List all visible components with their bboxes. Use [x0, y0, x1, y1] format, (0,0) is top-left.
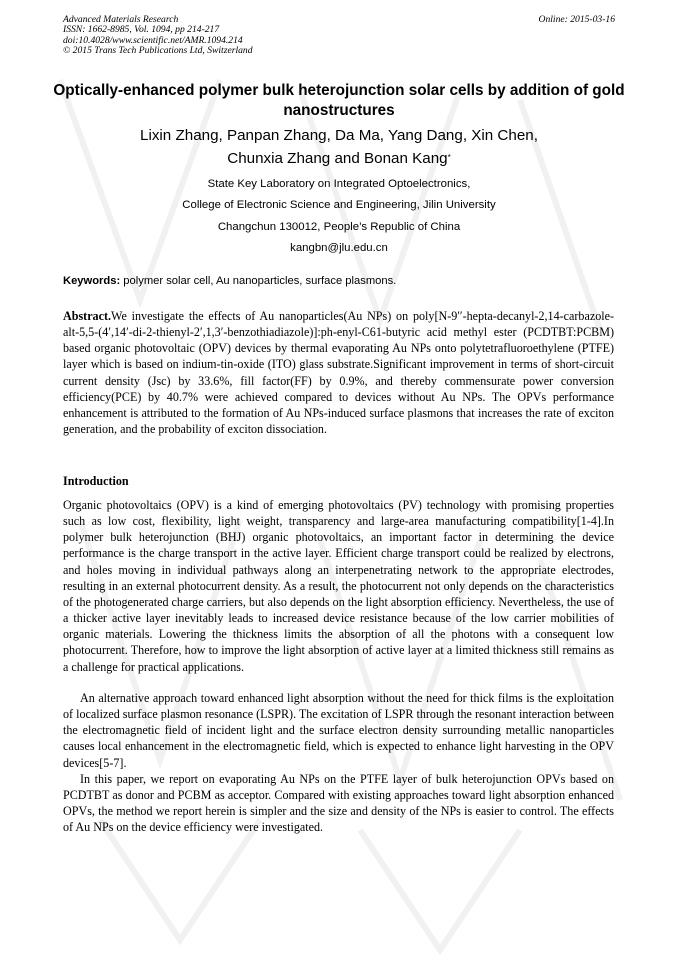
- authors-line-2-text: Chunxia Zhang and Bonan Kang: [227, 150, 448, 167]
- corresponding-author-marker: *: [447, 153, 451, 162]
- affiliation: [50, 174, 628, 259]
- intro-paragraph-1: Organic photovoltaics (OPV) is a kind of emerging photovoltaics (PV) technology with promising properties such as low cost, flexibility, light weight, transparency and large-area manufacturing compatibility[1-4].In polymer bulk heterojunction (BHJ) organic photovoltaics, an important factor in determining the device performance is the charge transport in the active layer. Efficient charge transport could be realized by electrons, and holes moving in individual pathways along an interpenetrating network to the appropriate electrodes, resulting in an external photocurrent density. As a result, the photocurrent not only depends on the characteristics of the photogenerated charge carriers, but also depends on the light absorption efficiency. Nevertheless, the use of a thicker active layer inevitably leads to increased device resistance because of the low carrier mobilities of organic materials. Lowering the thickness limits the absorption of all the photons with a consequent low photocurrent. Therefore, how to improve the light absorption of active layer at a limited thickness still remains as a challenge for practical applications.: [63, 498, 614, 674]
- affiliation-line-3: Changchun 130012, People’s Republic of China: [217, 220, 461, 233]
- affiliation-line-1: State Key Laboratory on Integrated Optoelectronics,: [207, 178, 471, 190]
- author-email[interactable]: kangbn@jlu.edu.cn: [290, 241, 388, 254]
- keywords: [63, 274, 618, 288]
- keywords-text: polymer solar cell, Au nanoparticles, surface plasmons.: [120, 275, 397, 287]
- authors-line-1: Lixin Zhang, Panpan Zhang, Da Ma, Yang Dang, Xin Chen,: [140, 127, 538, 144]
- abstract-text: We investigate the effects of Au nanoparticles(Au NPs) on poly[N-9′′-hepta-decanyl-2,14-carbazole-alt-5,5-(4′,14′-di-2-thienyl-2′,1,3′-benzothiadiazole)]:ph-enyl-C61-butyric acid methyl ester (PCDTBT:PCBM) based organic photovoltaic (OPV) devices by thermal evaporating Au NPs onto polytetrafluoroethylene (PTFE) layer which is based on indium-tin-oxide (ITO) glass substrate.Significant improvement in terms of short-circuit current density (Jsc) by 33.6%, fill factor(FF) by 0.9%, and thereby commensurate power conversion efficiency(PCE) by 40.7% were achieved compared to devices without Au NPs. The OPVs performance enhancement is attributed to the formation of Au NPs-induced surface plasmons that increases the rate of exciton generation, and the probability of exciton dissociation.: [63, 309, 614, 437]
- journal-copyright: © 2015 Trans Tech Publications Ltd, Switzerland: [63, 45, 253, 57]
- journal-header: [63, 15, 253, 57]
- author-list: [50, 124, 628, 172]
- section-heading-introduction: Introduction: [63, 474, 129, 488]
- journal-doi[interactable]: doi:10.4028/www.scientific.net/AMR.1094.214: [63, 34, 243, 46]
- affiliation-line-2: College of Electronic Science and Engineering, Jilin University: [182, 199, 496, 212]
- journal-name: Advanced Materials Research: [63, 14, 179, 25]
- paper-title: Optically-enhanced polymer bulk heterojunction solar cells by addition of gold nanostructures: [53, 82, 625, 119]
- intro-paragraph-2: An alternative approach toward enhanced light absorption without the need for thick films is the exploitation of localized surface plasmon resonance (LSPR). The excitation of LSPR through the resonant interaction between the electromagnetic field of incident light and the surface electron density surrounding metallic nanoparticles causes local enhancement in the electromagnetic field, which is expected to enhance light harvesting in the OPV devices[5-7].: [63, 691, 614, 770]
- authors-line-2: [50, 147, 628, 172]
- abstract: [63, 308, 614, 437]
- keywords-label: Keywords:: [63, 275, 121, 287]
- journal-issn: ISSN: 1662-8985, Vol. 1094, pp 214-217: [63, 24, 220, 36]
- abstract-label: Abstract.: [63, 309, 112, 323]
- online-date: Online: 2015-03-16: [538, 14, 615, 25]
- intro-paragraph-3: In this paper, we report on evaporating Au NPs on the PTFE layer of bulk heterojunction OPVs based on PCDTBT as donor and PCBM as acceptor. Compared with existing approaches toward light absorption enhanced OPVs, the method we report herein is simpler and the size and density of the NPs is easier to control. The effects of Au NPs on the device efficiency were investigated.: [63, 772, 614, 835]
